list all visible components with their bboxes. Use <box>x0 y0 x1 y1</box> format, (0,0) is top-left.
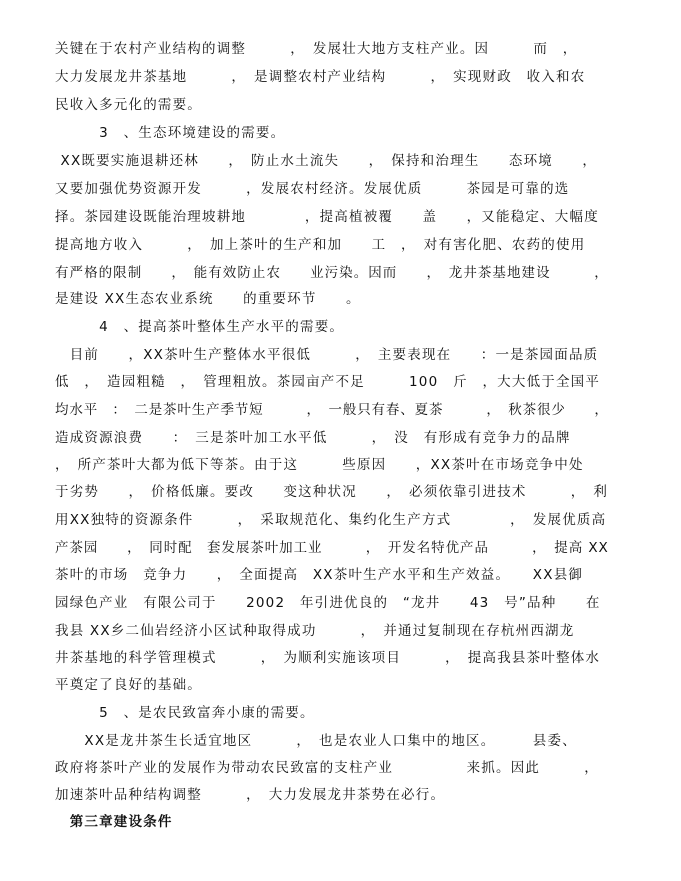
text-line: 茶叶的市场 竞争力 ， 全面提高 XX茶叶生产水平和生产效益。 XX县御 <box>55 567 584 583</box>
text-line: 民收入多元化的需要。 <box>55 97 202 113</box>
text-line: 大力发展龙井茶基地 ， 是调整农村产业结构 ， 实现财政 收入和农 <box>55 69 586 85</box>
text-line: 目前 ，XX茶叶生产整体水平很低 ， 主要表现在 ：一是茶园面品质 <box>55 347 599 363</box>
text-line: 是建设 XX生态农业系统 的重要环节 。 <box>55 291 361 307</box>
text-line: 加速茶叶品种结构调整 ， 大力发展龙井茶势在必行。 <box>55 787 446 803</box>
text-line: 我县 XX乡二仙岩经济小区试种取得成功 ， 并通过复制现在存杭州西湖龙 <box>55 623 575 639</box>
text-line: 井茶基地的科学管理模式 ， 为顺利实施该项目 ， 提高我县茶叶整体水 <box>55 650 601 666</box>
chapter-heading: 第三章建设条件 <box>55 814 173 830</box>
text-line: 择。茶园建设既能治理坡耕地 ，提高植被覆 盖 ，又能稳定、大幅度 <box>55 209 599 225</box>
section-heading-5: 5 、是农民致富奔小康的需要。 <box>55 705 315 721</box>
text-line: XX是龙井茶生长适宜地区 ， 也是农业人口集中的地区。 县委、 <box>55 733 577 749</box>
text-line: 政府将茶叶产业的发展作为带动农民致富的支柱产业 来抓。因此 ， <box>55 760 599 776</box>
text-line: XX既要实施退耕还林 ， 防止水土流失 ， 保持和治理生 态环境 ， <box>55 153 598 169</box>
text-line: 关键在于农村产业结构的调整 ， 发展壮大地方支柱产业。因 而 ， <box>55 41 578 57</box>
text-line: 于劣势 ， 价格低廉。要改 变这种状况 ， 必须依靠引进技术 ， 利 <box>55 484 609 500</box>
text-line: 平奠定了良好的基础。 <box>55 677 202 693</box>
section-heading-3: 3 、生态环境建设的需要。 <box>55 125 286 141</box>
text-line: 造成资源浪费 ： 三是茶叶加工水平低 ， 没 有形成有竞争力的品牌 <box>55 430 571 446</box>
text-line: ， 所产茶叶大都为低下等茶。由于这 些原因 ，XX茶叶在市场竞争中处 <box>55 457 584 473</box>
text-line: 用XX独特的资源条件 ， 采取规范化、集约化生产方式 ， 发展优质高 <box>55 512 607 528</box>
text-line: 低 ， 造园粗糙 ， 管理粗放。茶园亩产不足 100 斤 ，大大低于全国平 <box>55 374 601 390</box>
text-line: 园绿色产业 有限公司于 2002 年引进优良的 “龙井 43 号”品种 在 <box>55 595 601 611</box>
text-line: 有严格的限制 ， 能有效防止农 业污染。因而 ， 龙井茶基地建设 ， <box>55 265 609 281</box>
section-heading-4: 4 、提高茶叶整体生产水平的需要。 <box>55 319 345 335</box>
text-line: 提高地方收入 ， 加上茶叶的生产和加 工 ， 对有害化肥、农药的使用 <box>55 237 586 253</box>
text-line: 又要加强优势资源开发 ，发展农村经济。发展优质 茶园是可靠的选 <box>55 181 570 197</box>
text-line: 产茶园 ， 同时配 套发展茶叶加工业 ， 开发名特优产品 ， 提高 XX <box>55 540 609 556</box>
text-line: 均水平 ： 二是茶叶生产季节短 ， 一般只有春、夏茶 ， 秋茶很少 ， <box>55 402 609 418</box>
